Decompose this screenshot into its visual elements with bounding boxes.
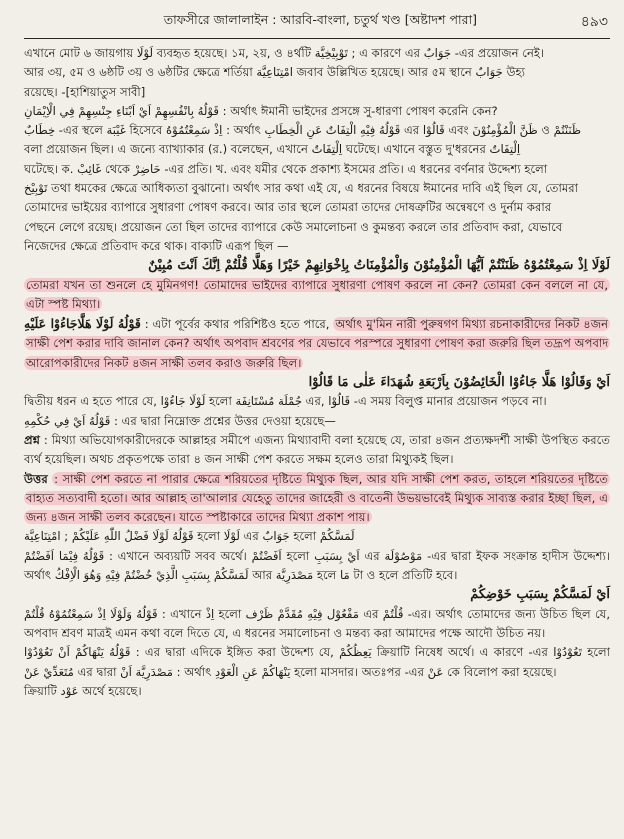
arabic-label: قَوْلُهُ لَوْلَا هَلَّاجَاءُوْا عَلَيْهِ [24,316,141,332]
text-line: পেছনে লেগে রয়েছ। প্রয়োজন তো ছিল তাদের ব্যাপারে কেউ সমালোচনা ও কুমন্তব্য করলে তার প্রতিবাদ করা, যেভাবে [24,219,563,234]
arabic-line: اَيْ لَمَسَّكُمْ بِسَبَبِ خَوْضِكُمْ [470,587,610,603]
paragraph-8: قَوْلُهُ يَنْهَاكُمْ اَنْ تَعُوْدُوْا : এর দ্বারা এদিকে ইঙ্গিত করা উদ্দেশ্য যে, يَعِظُكُمْ ক্রিয়াটি নিষেধ অর্থে। এ কারণে -এর تَعُوْدُوْا হলো مُتَعَدِّيْ عَنْ এর দ্বারা مَصْدَرِيَّة اَنْ : অর্থাৎ يَنْهَاكُمْ عَنِ الْعَوْدِ হলো মাসদার। অতঃপর -এর عَنْ কে বিলোপ করা হয়েছে। [24,645,611,679]
text-line: تَوْبِيْخ তথা ধমকের ক্ষেত্রে আধিক্যতা বুঝানো। অর্থাৎ সার কথা এই যে, এ ধরনের বিষয়ে ঈমানের দাবি এই ছিল যে, তোমরা [24,181,579,196]
highlight-text: অর্থাৎ মু'মিন নারী পুরুষগণ মিথ্যা রচনাকারীদের নিকট ৪জন সাক্ষী পেশ করার দাবি জানাল কেন? অর্থাৎ অপবাদ শ্রবণের পর যেভাবে পরস্পরে সুধারণা পোষণ করা জরুরি ছিল তদ্রূপ অপবাদ আরোপকারীদের নিকট ৪জন সাক্ষী তলব করাও জরুরি ছিল। [26,317,609,370]
running-title: তাফসীরে জালালাইন : আরবি-বাংলা, চতুর্থ খণ্ড [অষ্টাদশ পারা] [163,12,477,27]
paragraph-4: قَوْلُهُ اَيْ فِي حُكْمِهِ : এর দ্বারা নিম্নোক্ত প্রশ্নের উত্তর দেওয়া হয়েছে— [24,413,336,428]
text-line: قَوْلُهُ بِانْفُسِهِمْ اَيْ اَبْنَاءِ جِنْسِهِمْ فِي الْاِيْمَانِ : অর্থাৎ ঈমানী ভাইদের প্রসঙ্গে সু-ধারণা পোষণ করেনি কেন? [24,103,498,118]
arabic-line: اَيْ وَقَالُوْا هَلَّا جَاءُوْا الْخَائِضُوْنَ بِاَرْبَعَةِ شُهَدَاءَ عَلٰى مَا قَالُوْا [308,375,610,391]
answer-label: উত্তর [24,471,48,486]
page-header [24,6,610,39]
highlighted-translation [24,276,610,315]
text-line: বলা প্রয়োজন ছিল। এ জন্যে ব্যাখ্যাকার (র.) বলেছেন, এখানে اِلْتِفَاتٌ ঘটেছে। এখানে বস্তুত দু'ধরনের اِلْتِفَاتٌ [24,142,521,157]
question-paragraph [24,431,610,470]
text-line: তোমাদের ভাইয়ের ব্যাপারে সুধারণা পোষণ করবে। আর তার স্থলে তোমরা তাদের দোষত্রুটির অন্বেষণে ও দুর্নাম করার [24,200,552,215]
answer-paragraph [24,470,610,528]
answer-highlight: : সাক্ষী পেশ করতে না পারার ক্ষেত্রে শরিয়তের দৃষ্টিতে মিথ্যুক ছিল, আর যদি সাক্ষী পেশ করত, তাহলে শরিয়তের দৃষ্টিতে বাহ্যত সত্যবাদী হতো। আর আল্লাহ তা'আলার যেহেতু তাদের জাহেরী ও বাতেনী উভয়ভাবেই মিথ্যুক সাব্যস্ত করার ইচ্ছা ছিল, এ জন্য ৪জন সাক্ষী তলব করেছেন। যাতে স্পষ্টাকারে তাদের মিথ্যা প্রকাশ পায়। [26,471,608,525]
text-line: এখানে মোট ৬ জায়গায় لَوْلَا ব্যবহৃত হয়েছে। ১ম, ২য়, ও ৪র্থটি تَوْبِيْخِيَّة ; এ কারণে এর جَوَابٌ -এর প্রয়োজন নেই। [24,46,545,60]
question-text: : মিথ্যা অভিযোগকারীদেরকে আল্লাহর সমীপে এজন্য মিথ্যাবাদী বলা হয়েছে যে, তারা ৪জন প্রত্যক্ষদর্শী সাক্ষী উপস্থিত করতে ব্যর্থ হয়েছিল। অথচ প্রকৃতপক্ষে তারা ৪ জন সাক্ষী পেশ করতে সক্ষম হলেও তারা মিথ্যুকই ছিল। [24,432,611,467]
text-line: আর ৩য়, ৫ম ও ৬ষ্ঠটি ৩য় ও ৬ষ্ঠটির ক্ষেত্রে শর্তিয়া امْتِنَاعِيَّة জবাব উল্লিখিত হয়েছে। আর ৫ম স্থানে جَوَابٌ উহ্য [24,65,525,80]
paragraph-2 [24,314,610,373]
paragraph-9: ক্রিয়াটি عَوْد অর্থে হয়েছে। [24,683,142,698]
paragraph-3: দ্বিতীয় ধরন এ হতে পারে যে, لَوْلَا جَاءُوْا হলো جُمْلَة مُسْتَانِفَة এর, قَالُوْا -এ সময় বিলুপ্ত মানার প্রয়োজন পড়বে না। [24,394,547,409]
page-number: ৪৯৩ [580,14,608,30]
highlight-text: তোমরা যখন তা শুনলে হে মুমিনগণ! তোমাদের ভাইদের ব্যাপারে সুধারণা পোষণ করলে না কেন? তোমরা কেন বললে না যে, এটা স্পষ্ট মিথ্যা। [26,277,608,311]
paragraph-intro: : এটা পূর্বের কথার পরিশিষ্টও হতে পারে, [144,317,330,332]
text-line: خِطَابٌ -এর স্থলে غَيْبَة হিসেবে اِذْ سَمِعْتُمُوْهُ : অর্থাৎ قَوْلُهُ فِيْهِ الْتِفَاتٌ عَنِ الْخِطَابِ এর قَالُوْا এবং ظَنَّ الْمُؤْمِنُوْنَ ও ظَنَنْتُمْ [24,123,582,138]
page-body [24,44,610,835]
arabic-verse: لَوْلَا اِذْ سَمِعْتُمُوْهُ ظَنَنْتُمْ اَيُّهَا الْمُؤْمِنُوْنَ وَالْمُؤْمِنَاتُ بِاِخْوَانِهِمْ خَيْرًا وَهَلَّا قُلْتُمْ اِنَّكَ اَنْتَ مُبِيْنٌ [148,258,610,274]
text-line: রয়েছে। -[হাশিয়াতুস সাবী] [24,84,146,99]
paragraph-5: قَوْلُهُ لَوْلَا فَضْلُ اللّٰهِ عَلَيْكُمْ ; امْتِنَاعِيَّة হলো لَوْلَا এর جَوَابٌ হলো لَمَسَّكُمْ [24,529,355,544]
text-line: নিজেদের ক্ষেত্রে প্রতিবাদ করে থাক। বাক্যটি এরূপ ছিল — [24,238,289,253]
text-line: ঘটেছে। ক. غَائِبْ থেকে حَاضِرْ -এর প্রতি। খ. এবং যমীর থেকে প্রকাশ্য ইসমের প্রতি। এ ধরনের বর্ণনার উদ্দেশ্য হলো [24,161,548,176]
paragraph-7: قَوْلُهُ وَلَوْلَا اِذْ سَمِعْتُمُوْهُ قُلْتُمْ : এখানে اِذْ হলো مَفْعُوْل فِيْهِ مُقَدَّمْ ظَرْف এর قُلْتُمْ -এর। অর্থাৎ তোমাদের জন্য উচিত ছিল যে, অপবাদ শ্রবণ মাত্রই এমন কথা বলে দিতে যে, এ ধরনের সমালোচনা ও মন্তব্য করা আমাদের পক্ষে আদৌ উচিত নয়। [24,606,611,640]
question-label: প্রশ্ন [24,432,40,447]
paragraph-6: قَوْلُهُ فِيْمَا اَفَضْتُمْ : এখানে অব্যয়টি সবব অর্থে। اَفَضْتُمْ হলো اَيْ بِسَبَبِ এর مَوْصُوْلَة -এর দ্বারা ইফক সংক্রান্ত হাদীস উদ্দেশ্য। অর্থাৎ لَمَسَّكُمْ بِسَبَبِ الَّذِيْ خُضْتُمْ فِيْهِ وَهُوَ الْاِفْكُ আর مَصْدَرِيَّة হলে مَا টা ও হলে প্রতিটি হবে। [24,548,610,583]
